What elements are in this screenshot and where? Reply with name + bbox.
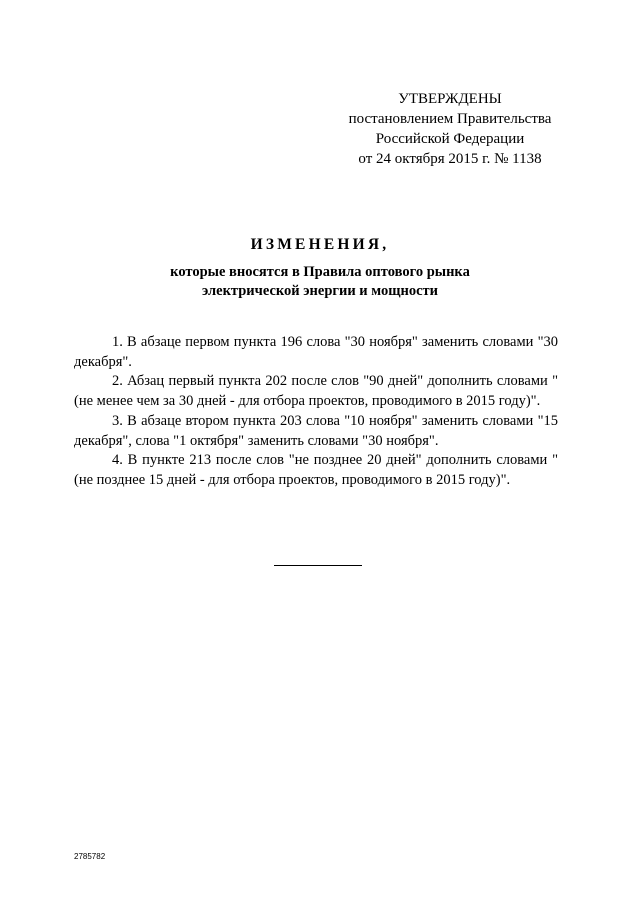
paragraph-3: 3. В абзаце втором пункта 203 слова "10 ноября" заменить словами "15 декабря", слова "1 октября" заменить словами "30 ноября". <box>74 412 558 449</box>
document-subtitle <box>0 263 640 301</box>
approval-block <box>330 89 570 169</box>
document-number: 2785782 <box>74 852 106 861</box>
paragraph-4: 4. В пункте 213 после слов "не позднее 20 дней" дополнить словами "(не позднее 15 дней - для отбора проектов, проводимого в 2015 году)". <box>74 452 558 488</box>
subtitle-line-1: которые вносятся в Правила оптового рынка <box>170 264 470 280</box>
separator-line <box>274 565 362 566</box>
paragraph-2: 2. Абзац первый пункта 202 после слов "90 дней" дополнить словами "(не менее чем за 30 дней - для отбора проектов, проводимого в 2015 году)". <box>74 373 558 410</box>
subtitle-line-2: электрической энергии и мощности <box>202 283 438 299</box>
paragraph-1: 1. В абзаце первом пункта 196 слова "30 ноября" заменить словами "30 декабря". <box>74 334 558 370</box>
approval-line-2: Российской Федерации <box>375 131 525 147</box>
document-title: ИЗМЕНЕНИЯ, <box>250 236 390 253</box>
approval-line-1: постановлением Правительства <box>348 111 552 127</box>
document-body <box>74 333 558 491</box>
approval-title: УТВЕРЖДЕНЫ <box>398 91 502 107</box>
approval-line-3: от 24 октября 2015 г. № 1138 <box>358 151 542 167</box>
